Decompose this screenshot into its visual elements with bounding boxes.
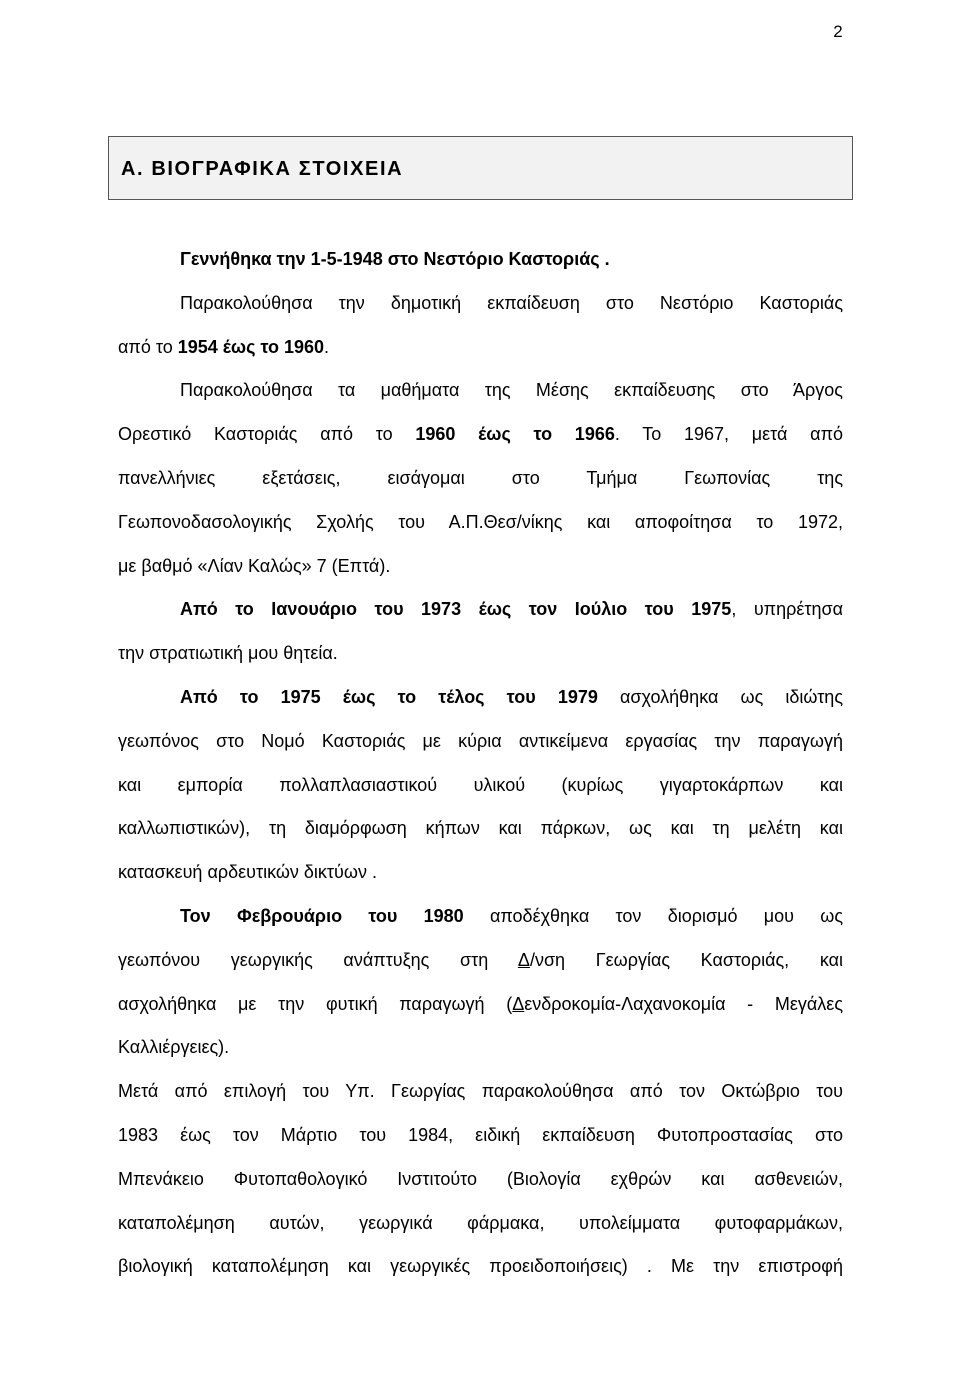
text-segment: Από το 1975 έως το τέλος του 1979	[180, 686, 598, 707]
text-line	[118, 851, 843, 895]
text-segment: καταπολέμηση αυτών, γεωργικά φάρμακα, υπολείμματα φυτοφαρμάκων,	[118, 1212, 843, 1233]
text-segment: .	[324, 336, 330, 357]
text-line	[118, 282, 843, 326]
document-body	[118, 238, 843, 1289]
text-segment: Γεννήθηκα την 1-5-1948 στο Νεστόριο Καστοριάς .	[180, 249, 610, 269]
text-segment: Παρακολούθησα την δημοτική εκπαίδευση στο Νεστόριο Καστοριάς	[180, 292, 843, 313]
text-line	[118, 501, 843, 545]
text-segment: ασχολήθηκα με την φυτική παραγωγή (	[118, 993, 513, 1014]
paragraph-birth	[118, 238, 843, 282]
paragraph-secondary-and-university	[118, 369, 843, 588]
text-segment: /νση Γεωργίας Καστοριάς, και	[529, 949, 843, 970]
text-segment: με βαθμό «Λίαν Καλώς» 7 (Επτά).	[118, 555, 391, 576]
text-segment: την στρατιωτική μου θητεία.	[118, 643, 338, 664]
paragraph-military-service	[118, 588, 843, 676]
paragraph-appointment	[118, 895, 843, 1070]
text-segment: Μπενάκειο Φυτοπαθολογικό Ινστιτούτο (Βιολογία εχθρών και ασθενειών,	[118, 1168, 843, 1189]
text-segment: Ορεστικό Καστοριάς από το	[118, 424, 416, 445]
text-segment: 1960 έως το 1966	[415, 424, 615, 445]
text-segment: από το	[118, 336, 178, 357]
text-segment: 1954 έως το 1960	[177, 336, 325, 357]
text-segment: πανελλήνιες εξετάσεις, εισάγομαι στο Τμήμα Γεωπονίας της	[118, 467, 843, 488]
text-line	[118, 457, 843, 501]
text-segment: Μετά από επιλογή του Υπ. Γεωργίας παρακολούθησα από τον Οκτώβριο του	[118, 1081, 843, 1102]
text-segment: ενδροκομία-Λαχανοκομία - Μεγάλες	[524, 993, 843, 1014]
section-heading-box	[108, 136, 853, 200]
text-line	[118, 895, 843, 939]
text-line	[118, 807, 843, 851]
text-line	[118, 1026, 843, 1070]
text-line	[118, 369, 843, 413]
text-segment: Δ	[512, 993, 525, 1014]
text-line	[118, 983, 843, 1027]
text-segment: ασχολήθηκα ως ιδιώτης	[597, 686, 843, 707]
text-line	[118, 764, 843, 808]
text-segment: βιολογική καταπολέμηση και γεωργικές προειδοποιήσεις) . Με την επιστροφή	[118, 1256, 843, 1277]
page-number: 2	[833, 22, 843, 41]
text-segment: , υπηρέτησα	[731, 599, 843, 620]
text-line	[118, 676, 843, 720]
paragraph-plant-protection-training	[118, 1070, 843, 1289]
text-segment: Γεωπονοδασολογικής Σχολής του Α.Π.Θεσ/νίκης και αποφοίτησα το 1972,	[118, 511, 843, 532]
text-segment: . Το 1967, μετά από	[614, 424, 843, 445]
text-segment: και εμπορία πολλαπλασιαστικού υλικού (κυρίως γιγαρτοκάρπων και	[118, 774, 843, 795]
text-segment: Από το Ιανουάριο του 1973 έως τον Ιούλιο του 1975	[180, 599, 732, 620]
text-segment: Τον Φεβρουάριο του 1980	[180, 905, 464, 926]
text-segment: αποδέχθηκα τον διορισμό μου ως	[463, 905, 843, 926]
text-segment: Δ	[517, 949, 530, 970]
text-line	[118, 939, 843, 983]
text-line	[118, 1070, 843, 1114]
text-line	[118, 1245, 843, 1289]
text-segment: γεωπόνου γεωργικής ανάπτυξης στη	[118, 949, 518, 970]
paragraph-private-agronomist	[118, 676, 843, 895]
text-line	[118, 413, 843, 457]
text-line	[118, 632, 843, 676]
text-line	[118, 238, 843, 282]
paragraph-primary-education	[118, 282, 843, 370]
section-heading: Α. ΒΙΟΓΡΑΦΙΚΑ ΣΤΟΙΧΕΙΑ	[121, 158, 404, 180]
text-line	[118, 720, 843, 764]
text-line	[118, 326, 843, 370]
text-segment: καλλωπιστικών), τη διαμόρφωση κήπων και πάρκων, ως και τη μελέτη και	[118, 818, 843, 839]
text-line	[118, 1158, 843, 1202]
text-segment: Καλλιέργειες).	[118, 1037, 230, 1058]
text-segment: 1983 έως τον Μάρτιο του 1984, ειδική εκπαίδευση Φυτοπροστασίας στο	[118, 1124, 843, 1145]
text-segment: γεωπόνος στο Νομό Καστοριάς με κύρια αντικείμενα εργασίας την παραγωγή	[118, 730, 843, 751]
text-segment: Παρακολούθησα τα μαθήματα της Μέσης εκπαίδευσης στο Άργος	[180, 380, 843, 401]
text-line	[118, 545, 843, 589]
text-line	[118, 588, 843, 632]
text-segment: κατασκευή αρδευτικών δικτύων .	[118, 862, 377, 883]
text-line	[118, 1114, 843, 1158]
text-line	[118, 1202, 843, 1246]
